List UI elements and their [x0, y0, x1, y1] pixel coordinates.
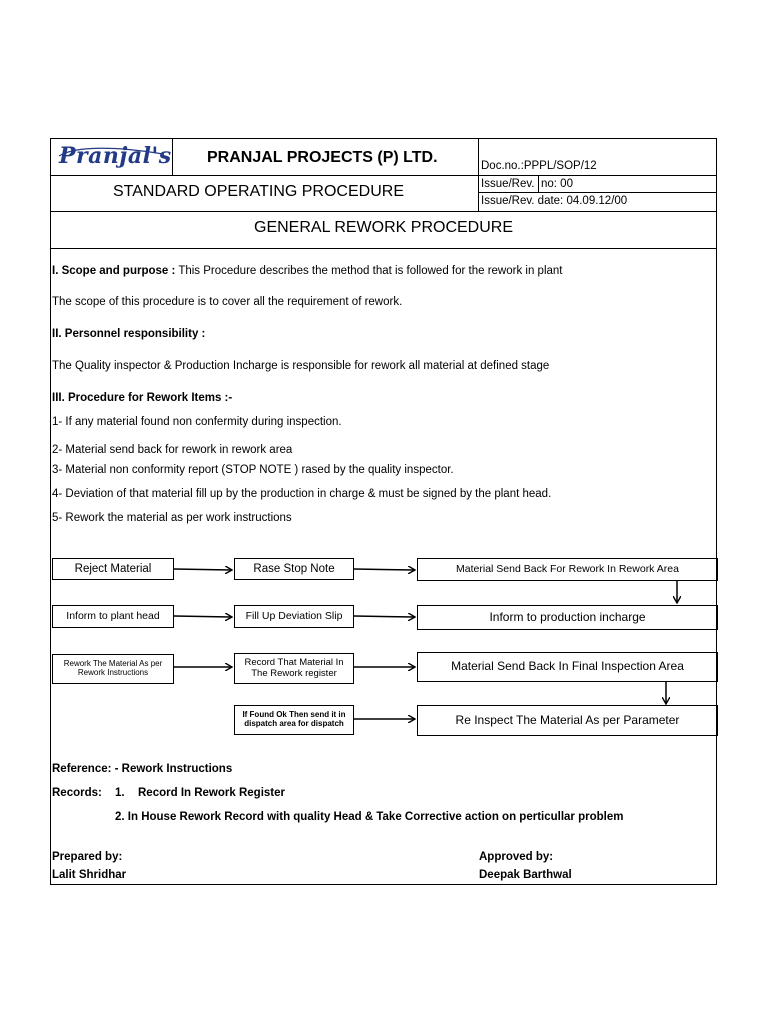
arrow-right-icon	[354, 616, 414, 617]
arrow-right-icon	[354, 569, 414, 570]
step-3: 3- Material non conformity report (STOP NOTE ) rased by the quality inspector.	[52, 464, 454, 476]
issue-rev-no: no: 00	[541, 178, 573, 190]
flow-rework-as-per: Rework The Material As per Rework Instructions	[52, 654, 174, 684]
arrow-right-icon	[174, 616, 231, 617]
step-4: 4- Deviation of that material fill up by the production in charge & must be signed by the plant head.	[52, 488, 552, 500]
issue-rev-label: Issue/Rev.	[481, 178, 535, 190]
step-2: 2- Material send back for rework in rework area	[52, 444, 293, 456]
records-label: Records:	[52, 787, 102, 799]
record-1: Record In Rework Register	[138, 787, 285, 799]
sop-title: STANDARD OPERATING PROCEDURE	[113, 183, 404, 200]
reference: Reference: - Rework Instructions	[52, 763, 233, 775]
flow-send-final-inspection: Material Send Back In Final Inspection Area	[417, 652, 718, 682]
issue-rev-date: Issue/Rev. date: 04.09.12/00	[481, 195, 628, 207]
step-1: 1- If any material found non confermity during inspection.	[52, 416, 342, 428]
scope-label: I. Scope and purpose :	[52, 265, 176, 277]
flow-fill-deviation: Fill Up Deviation Slip	[234, 605, 354, 628]
flow-record-register: Record That Material In The Rework register	[234, 653, 354, 684]
step-5: 5- Rework the material as per work instructions	[52, 512, 292, 524]
prepared-label: Prepared by:	[52, 851, 123, 863]
flow-rase-stop-note: Rase Stop Note	[234, 558, 354, 580]
procedure-title: GENERAL REWORK PROCEDURE	[254, 219, 513, 236]
doc-number: Doc.no.:PPPL/SOP/12	[481, 160, 597, 172]
scope-line-2: The scope of this procedure is to cover all the requirement of rework.	[52, 296, 403, 308]
personnel-heading: II. Personnel responsibility :	[52, 328, 206, 340]
flow-send-back-rework: Material Send Back For Rework In Rework Area	[417, 558, 718, 581]
flow-reinspect: Re Inspect The Material As per Parameter	[417, 705, 718, 736]
prepared-name: Lalit Shridhar	[52, 869, 127, 881]
flow-reject-material: Reject Material	[52, 558, 174, 580]
record-2: 2. In House Rework Record with quality Head & Take Corrective action on perticullar problem	[115, 811, 624, 823]
company-name: PRANJAL PROJECTS (P) LTD.	[207, 149, 438, 166]
sop-document	[50, 138, 717, 885]
procedure-heading: III. Procedure for Rework Items :-	[52, 392, 233, 404]
approved-name: Deepak Barthwal	[479, 869, 572, 881]
company-logo: Pranjal's	[59, 143, 172, 169]
record-1-number: 1.	[115, 787, 125, 799]
arrow-right-icon	[174, 569, 231, 570]
flow-found-ok: If Found Ok Then send it in dispatch area for dispatch	[234, 705, 354, 735]
flow-inform-production: Inform to production incharge	[417, 605, 718, 630]
scope-text: This Procedure describes the method that is followed for the rework in plant	[178, 265, 563, 277]
flow-inform-plant-head: Inform to plant head	[52, 605, 174, 628]
personnel-text: The Quality inspector & Production Incharge is responsible for rework all material at defined stage	[52, 360, 550, 372]
approved-label: Approved by:	[479, 851, 554, 863]
